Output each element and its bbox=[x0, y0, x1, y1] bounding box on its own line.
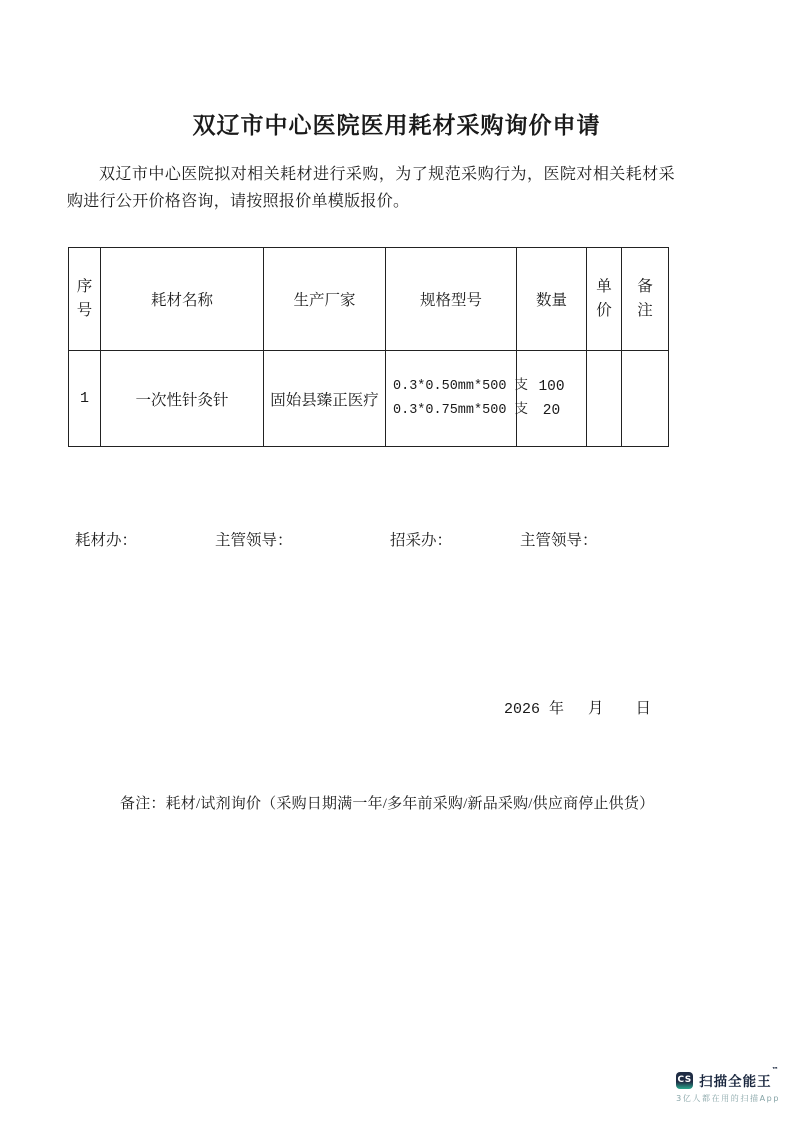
signature-label-supervisor-1: 主管领导： bbox=[215, 532, 293, 549]
spec-line: 0.3*0.75mm*500 支 bbox=[393, 402, 529, 418]
date-year: 2026 年 bbox=[504, 701, 565, 718]
col-header-remark: 备注 bbox=[622, 248, 669, 351]
quantity-line: 20 bbox=[542, 402, 561, 419]
trademark-symbol: ™ bbox=[771, 1066, 780, 1074]
col-header-quantity: 数量 bbox=[517, 248, 587, 351]
cell-remark bbox=[622, 351, 669, 447]
cell-manufacturer: 固始县臻正医疗 bbox=[264, 351, 386, 447]
camscanner-tagline: 3亿人都在用的扫描App bbox=[676, 1094, 780, 1103]
col-header-manufacturer: 生产厂家 bbox=[264, 248, 386, 351]
camscanner-watermark bbox=[676, 1066, 780, 1104]
signature-row bbox=[0, 528, 793, 550]
col-header-index: 序号 bbox=[69, 248, 101, 351]
date-month: 月 bbox=[588, 700, 604, 717]
camscanner-brand-text: 扫描全能王™ bbox=[699, 1066, 780, 1090]
spec-line: 0.3*0.50mm*500 支 bbox=[393, 378, 529, 394]
page-title: 双辽市中心医院医用耗材采购询价申请 bbox=[192, 113, 601, 138]
col-header-spec: 规格型号 bbox=[386, 248, 517, 351]
cell-unit-price bbox=[587, 351, 622, 447]
camscanner-logo-row bbox=[676, 1066, 780, 1090]
col-header-name: 耗材名称 bbox=[101, 248, 264, 351]
date-day: 日 bbox=[635, 700, 652, 717]
cell-quantity bbox=[517, 351, 587, 447]
consumables-table bbox=[68, 247, 669, 447]
signature-label-zhaocai-ban: 招采办： bbox=[390, 532, 453, 549]
cell-name: 一次性针灸针 bbox=[101, 351, 264, 447]
date-line bbox=[504, 696, 651, 718]
footnote: 备注：耗材/试剂询价（采购日期满一年/多年前采购/新品采购/供应商停止供货） bbox=[120, 796, 655, 812]
table-row bbox=[69, 351, 669, 447]
cell-spec bbox=[386, 351, 529, 447]
col-header-unit-price: 单价 bbox=[587, 248, 622, 351]
intro-paragraph: 双辽市中心医院拟对相关耗材进行采购，为了规范采购行为，医院对相关耗材采购进行公开价格咨询，请按照报价单模版报价。 bbox=[67, 166, 675, 210]
signature-label-haocai-ban: 耗材办： bbox=[75, 532, 138, 549]
quantity-line: 100 bbox=[538, 378, 565, 395]
table-header-row bbox=[69, 248, 669, 351]
cell-index: 1 bbox=[69, 351, 101, 447]
signature-label-supervisor-2: 主管领导： bbox=[520, 532, 598, 549]
camscanner-cs-icon: CS bbox=[676, 1072, 693, 1089]
